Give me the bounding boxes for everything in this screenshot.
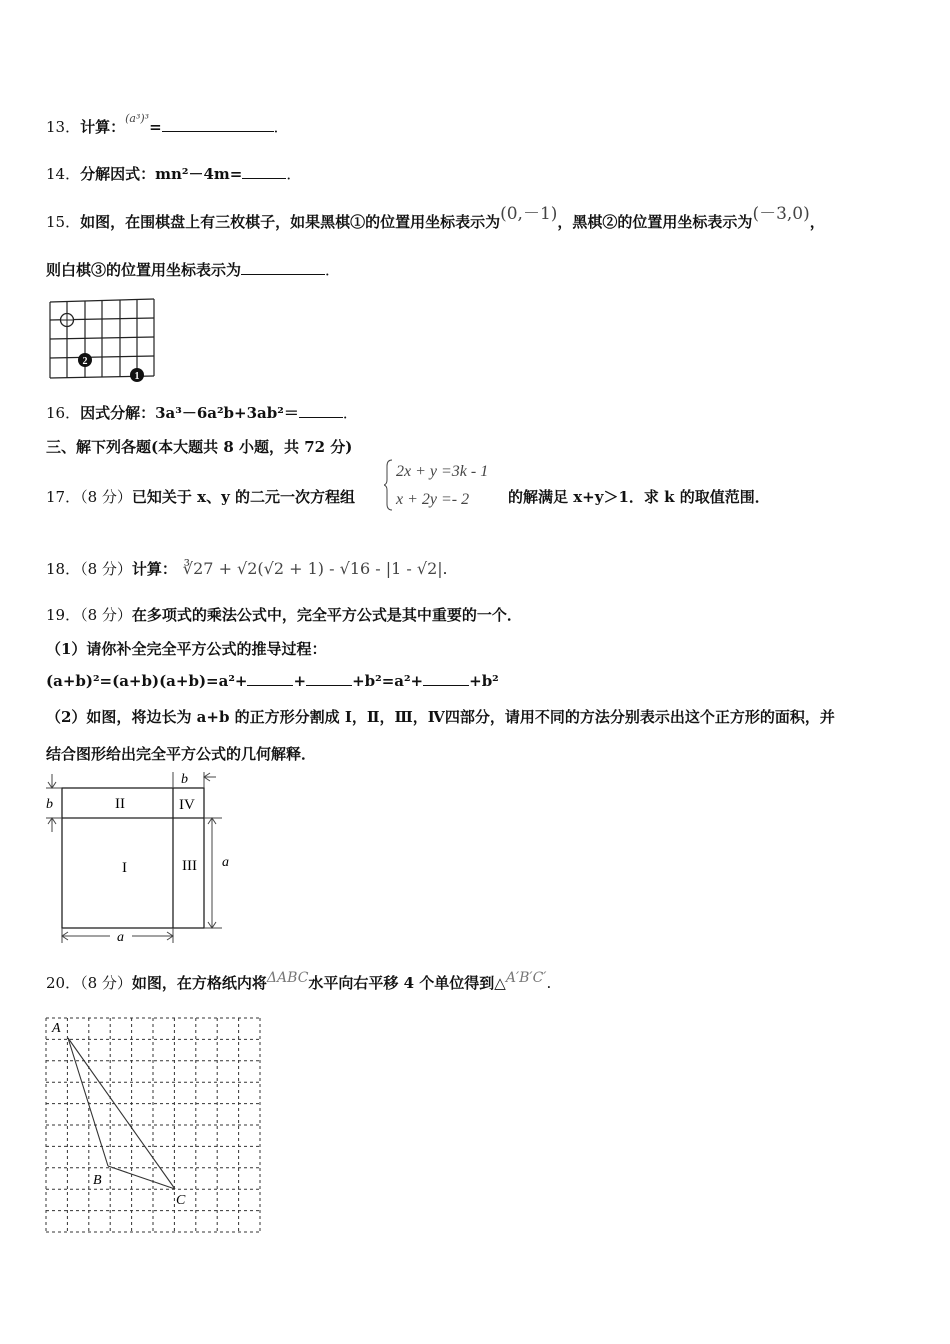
triangle-abc-prime: A′B′C′	[505, 970, 547, 986]
question-number: 17．	[46, 488, 81, 506]
math-expression: mn²－4m=	[155, 165, 243, 183]
question-19-formula	[46, 671, 499, 690]
square-partition-figure	[40, 768, 240, 948]
question-19-sub2b: 结合图形给出完全平方公式的几何解释．	[46, 745, 317, 763]
answer-blank[interactable]	[241, 260, 325, 275]
answer-blank[interactable]	[242, 164, 286, 179]
region-IV: IV	[179, 797, 195, 813]
question-number: 16．	[46, 404, 81, 422]
question-18	[46, 558, 447, 579]
period: .	[546, 974, 552, 992]
question-text: 如图，在方格纸内将	[131, 974, 267, 992]
region-III: III	[182, 858, 197, 874]
formula-blank-1[interactable]	[247, 671, 293, 686]
stone-1-label: 1	[134, 371, 140, 382]
question-19-sub2: （2）如图，将边长为 a+b 的正方形分割成 I，Ⅱ，Ⅲ，Ⅳ四部分，请用不同的方法分别表示出这个正方形的面积，并	[46, 708, 835, 726]
coordinate-1: (0,－1)	[500, 204, 558, 224]
formula-part: +b²	[469, 672, 499, 690]
equation-1: 2x + y =3k - 1	[396, 463, 489, 480]
question-19	[46, 604, 522, 625]
question-text: 在多项式的乘法公式中，完全平方公式是其中重要的一个．	[131, 606, 522, 624]
question-14	[46, 163, 301, 184]
question-number: 18．	[46, 560, 81, 578]
vertex-C: C	[176, 1193, 186, 1208]
question-19-sub1: （1）请你补全完全平方公式的推导过程：	[46, 640, 327, 658]
question-number: 15．	[46, 213, 81, 231]
question-number: 14．	[46, 165, 81, 183]
comma: ，	[809, 213, 825, 231]
question-text: 如图，在围棋盘上有三枚棋子，如果黑棋①的位置用坐标表示为	[80, 213, 501, 231]
score-label: （8 分）	[80, 974, 132, 992]
period: ．	[273, 118, 289, 136]
math-expression: ∛27 + √2(√2 + 1) - √16 - |1 - √2|	[182, 559, 443, 578]
section-heading: 三、解下列各题(本大题共 8 小题，共 72 分)	[46, 438, 353, 456]
equation-system	[384, 456, 508, 514]
question-15	[46, 204, 825, 232]
answer-blank[interactable]	[162, 117, 274, 132]
stone-2-label: 2	[82, 356, 88, 367]
question-text-2: ，黑棋②的位置用坐标表示为	[557, 213, 753, 231]
question-number: 19．	[46, 606, 81, 624]
question-17	[46, 486, 355, 507]
go-board-figure	[46, 296, 158, 384]
vertex-A: A	[52, 1021, 61, 1036]
coordinate-2: (－3,0)	[752, 204, 810, 224]
question-text: 已知关于 x、y 的二元一次方程组	[131, 488, 356, 506]
formula-part: (a+b)²=(a+b)(a+b)=a²+	[46, 672, 248, 690]
formula-part: +b²=a²+	[352, 672, 424, 690]
formula-part: +	[293, 672, 307, 690]
question-20	[46, 972, 551, 993]
period: ．	[342, 404, 358, 422]
question-15-line2	[46, 259, 340, 280]
formula-blank-2[interactable]	[306, 671, 352, 686]
label-a-right: a	[222, 855, 229, 870]
period: ．	[325, 261, 341, 279]
answer-blank[interactable]	[299, 403, 343, 418]
period: .	[442, 560, 448, 578]
math-expression: 3a³－6a²b+3ab²＝	[155, 404, 299, 422]
question-number: 13．	[46, 118, 81, 136]
question-text-2: 水平向右平移 4 个单位得到△	[308, 974, 506, 992]
label-a-bottom: a	[117, 930, 124, 945]
region-I: I	[122, 860, 127, 876]
equation-2: x + 2y =- 2	[396, 491, 470, 508]
region-II: II	[115, 796, 125, 812]
question-text: 因式分解：	[80, 404, 156, 422]
math-expression: (a³)³	[125, 112, 150, 125]
question-17-tail: 的解满足 x+y＞1．求 k 的取值范围．	[508, 488, 770, 506]
formula-blank-3[interactable]	[423, 671, 469, 686]
question-text: 分解因式：	[80, 165, 156, 183]
question-16	[46, 402, 358, 423]
question-text: 计算：	[80, 118, 126, 136]
period: ．	[286, 165, 302, 183]
label-b-left: b	[46, 797, 53, 812]
equals-sign: =	[149, 118, 162, 136]
label-b-top: b	[181, 772, 188, 787]
score-label: （8 分）	[80, 606, 132, 624]
vertex-B: B	[93, 1173, 102, 1188]
question-13	[46, 112, 289, 137]
triangle-abc: ΔABC	[266, 970, 309, 986]
question-number: 20．	[46, 974, 81, 992]
score-label: （8 分）	[80, 488, 132, 506]
question-text: 计算：	[131, 560, 177, 578]
question-text-3: 则白棋③的位置用坐标表示为	[46, 261, 242, 279]
grid-triangle-figure	[40, 1012, 266, 1236]
score-label: （8 分）	[80, 560, 132, 578]
